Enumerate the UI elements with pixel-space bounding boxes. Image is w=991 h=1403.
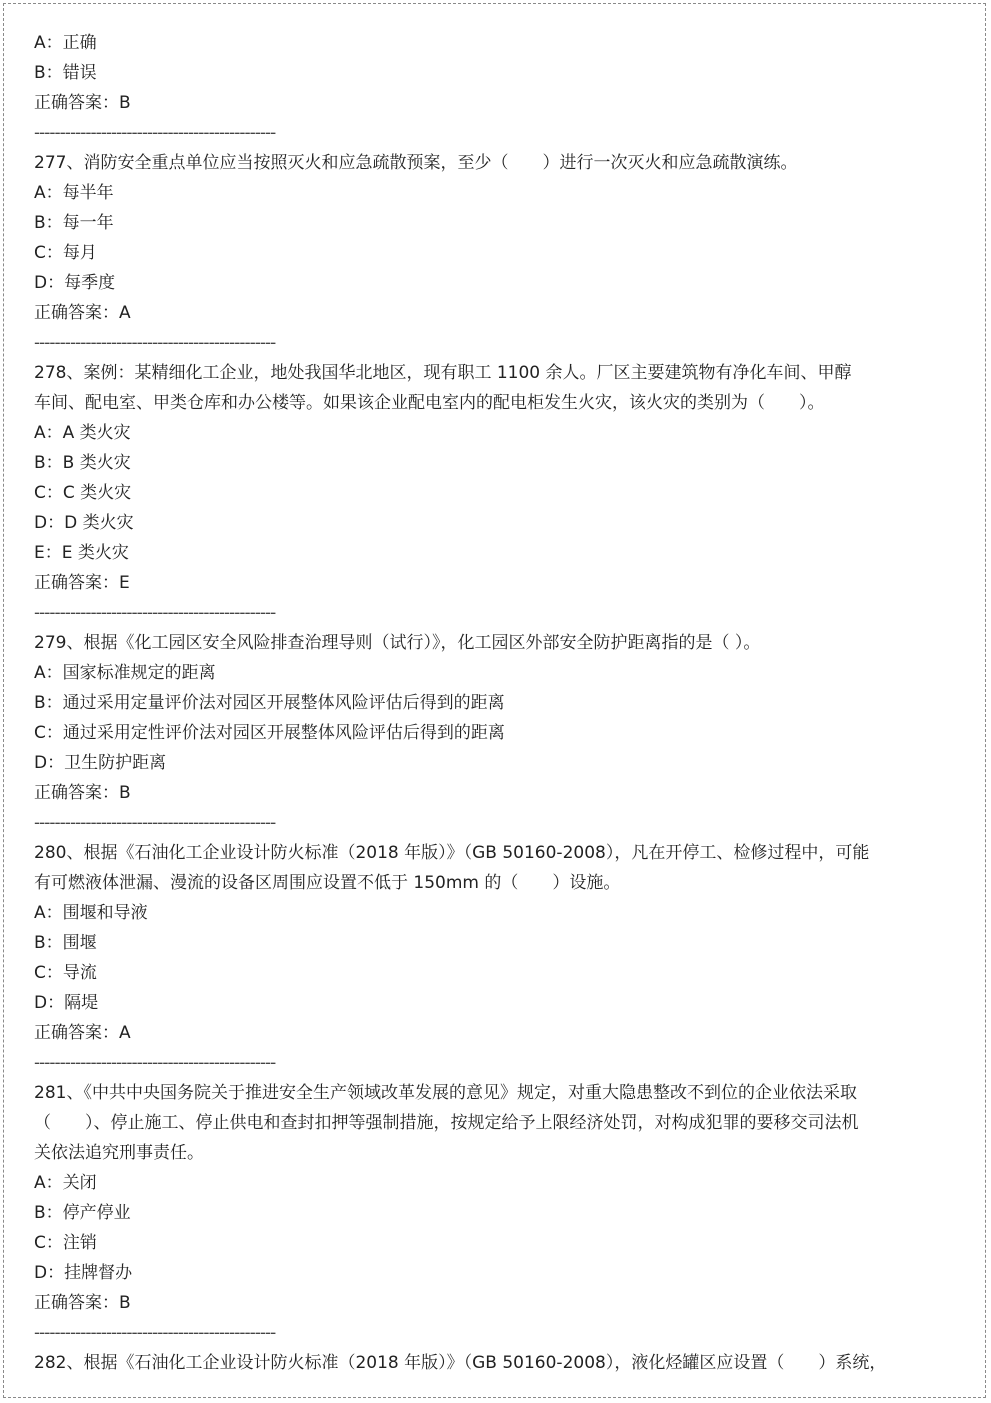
- separator: -----------------------------------------------: [34, 603, 276, 623]
- option-d: D：挂牌督办: [34, 1263, 133, 1283]
- option-b: B：围堰: [34, 933, 97, 953]
- option-d: D：卫生防护距离: [34, 753, 167, 773]
- answer-text: 正确答案：E: [34, 573, 130, 593]
- question-277: [34, 148, 894, 358]
- question-278: [34, 358, 894, 628]
- separator: -----------------------------------------------: [34, 123, 276, 143]
- question-text-cont: 有可燃液体泄漏、漫流的设备区周围应设置不低于 150mm 的（ ）设施。: [34, 873, 621, 893]
- question-text: 280、根据《石油化工企业设计防火标准（2018 年版）》（GB 50160-2008），凡在开停工、检修过程中，可能: [34, 843, 870, 863]
- answer-text: 正确答案：B: [34, 783, 131, 803]
- option-a: A：国家标准规定的距离: [34, 663, 216, 683]
- option-a: A：A 类火灾: [34, 423, 131, 443]
- option-a: A：正确: [34, 33, 97, 53]
- question-text-cont: （ ）、停止施工、停止供电和查封扣押等强制措施，按规定给予上限经济处罚，对构成犯罪的要移交司法机: [34, 1113, 859, 1133]
- option-d: D：D 类火灾: [34, 513, 134, 533]
- option-d: D：每季度: [34, 273, 116, 293]
- answer-text: 正确答案：B: [34, 93, 131, 113]
- question-list: [34, 28, 894, 1378]
- question-text: 278、案例：某精细化工企业，地处我国华北地区，现有职工 1100 余人。厂区主要建筑物有净化车间、甲醇: [34, 363, 852, 383]
- option-a: A：每半年: [34, 183, 114, 203]
- answer-text: 正确答案：B: [34, 1293, 131, 1313]
- option-b: B：停产停业: [34, 1203, 131, 1223]
- option-a: A：关闭: [34, 1173, 97, 1193]
- option-c: C：C 类火灾: [34, 483, 132, 503]
- option-d: D：隔堤: [34, 993, 99, 1013]
- separator: -----------------------------------------------: [34, 1053, 276, 1073]
- option-b: B：错误: [34, 63, 97, 83]
- option-b: B：通过采用定量评价法对园区开展整体风险评估后得到的距离: [34, 693, 505, 713]
- separator: -----------------------------------------------: [34, 813, 276, 833]
- question-text: 279、根据《化工园区安全风险排查治理导则（试行）》，化工园区外部安全防护距离指的是（ ）。: [34, 633, 761, 653]
- separator: -----------------------------------------------: [34, 1323, 276, 1343]
- question-text: 282、根据《石油化工企业设计防火标准（2018 年版）》（GB 50160-2008），液化烃罐区应设置（ ）系统，: [34, 1353, 887, 1373]
- question-279: [34, 628, 894, 838]
- document-page: [3, 3, 986, 1398]
- option-b: B：每一年: [34, 213, 114, 233]
- option-b: B：B 类火灾: [34, 453, 131, 473]
- separator: -----------------------------------------------: [34, 333, 276, 353]
- option-a: A：围堰和导液: [34, 903, 148, 923]
- answer-text: 正确答案：A: [34, 303, 131, 323]
- question-281: [34, 1078, 894, 1348]
- option-c: C：导流: [34, 963, 97, 983]
- intro-block: [34, 28, 894, 148]
- option-c: C：注销: [34, 1233, 97, 1253]
- option-e: E：E 类火灾: [34, 543, 129, 563]
- question-text-cont: 关依法追究刑事责任。: [34, 1143, 204, 1163]
- question-280: [34, 838, 894, 1078]
- question-text: 277、消防安全重点单位应当按照灭火和应急疏散预案，至少（ ）进行一次灭火和应急疏散演练。: [34, 153, 798, 173]
- question-text-cont: 车间、配电室、甲类仓库和办公楼等。如果该企业配电室内的配电柜发生火灾，该火灾的类别为（ ）。: [34, 393, 825, 413]
- question-282: [34, 1348, 894, 1378]
- answer-text: 正确答案：A: [34, 1023, 131, 1043]
- option-c: C：每月: [34, 243, 97, 263]
- option-c: C：通过采用定性评价法对园区开展整体风险评估后得到的距离: [34, 723, 505, 743]
- question-text: 281、《中共中央国务院关于推进安全生产领域改革发展的意见》规定，对重大隐患整改不到位的企业依法采取: [34, 1083, 857, 1103]
